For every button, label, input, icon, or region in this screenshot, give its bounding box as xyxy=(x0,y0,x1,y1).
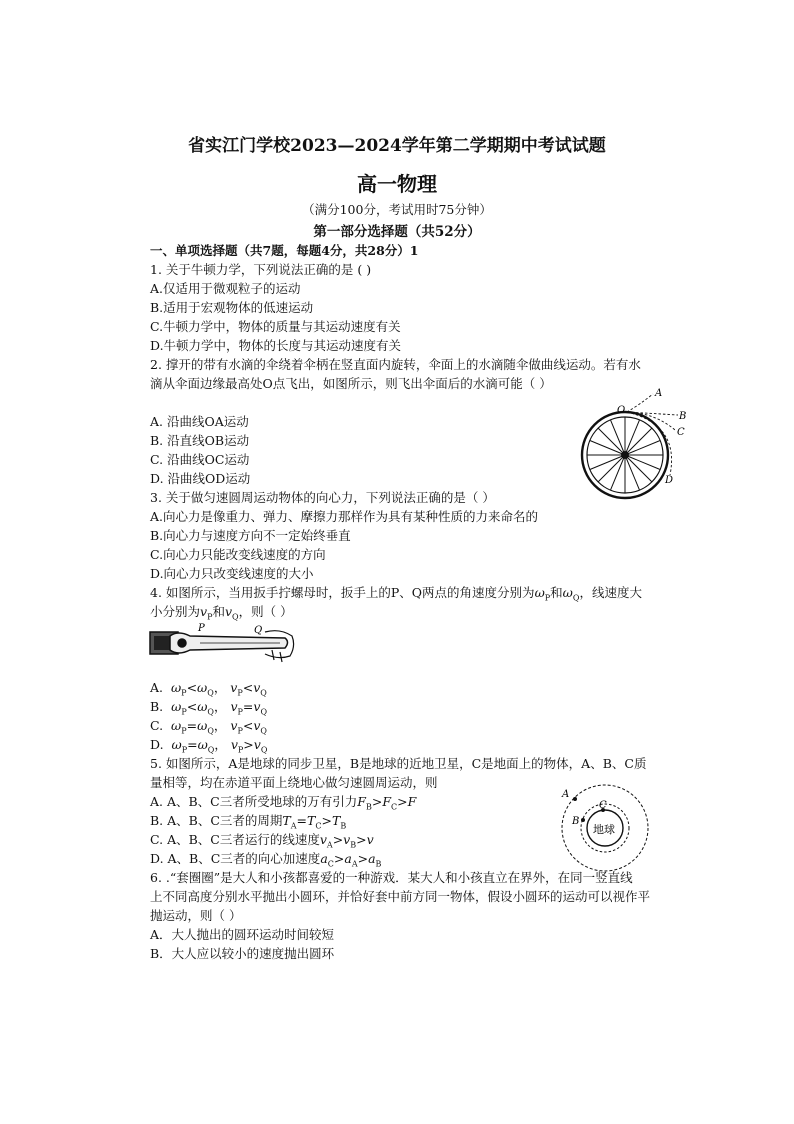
subject-title: 高一物理 xyxy=(357,172,437,196)
earth-label: 地球 xyxy=(593,823,615,836)
q3-option-d: D.向心力只改变线速度的大小 xyxy=(150,566,314,581)
q4-stem-line2: 小分别为$v_P$和$v_Q$，则（ ） xyxy=(150,604,293,622)
label-q: Q xyxy=(254,625,263,636)
umbrella-wheel xyxy=(582,412,668,498)
label-o: O xyxy=(617,405,626,416)
label-c: C xyxy=(677,427,685,438)
q4-option-c: C. $\omega_P=\omega_Q$， $v_P<v_Q$ xyxy=(150,718,267,736)
label-b: B xyxy=(679,411,687,422)
q3-stem: 3. 关于做匀速圆周运动物体的向心力，下列说法正确的是（ ） xyxy=(150,490,495,505)
q1-option-c: C.牛顿力学中，物体的质量与其运动速度有关 xyxy=(150,319,401,334)
q6-stem-line3: 抛运动，则（ ） xyxy=(150,908,242,923)
q2-option-d: D. 沿曲线OD运动 xyxy=(150,471,251,486)
q6-stem-line1: 6. .“套圈圈”是大人和小孩都喜爱的一种游戏．某大人和小孩直立在界外，在同一竖直线 xyxy=(150,870,633,885)
q1-option-b: B.适用于宏观物体的低速运动 xyxy=(150,300,314,315)
label-b: B xyxy=(572,816,580,827)
label-a: A xyxy=(655,388,663,399)
exam-title: 省实江门学校2023—2024学年第二学期期中考试试题 xyxy=(188,136,606,156)
q3-option-b: B.向心力与速度方向不一定始终垂直 xyxy=(150,528,351,543)
q2-stem-line1: 2. 撑开的带有水滴的伞绕着伞柄在竖直面内旋转，伞面上的水滴随伞做曲线运动。若有水 xyxy=(150,357,641,372)
q3-option-c: C.向心力只能改变线速度的方向 xyxy=(150,547,326,562)
q1-stem: 1. 关于牛顿力学，下列说法正确的是 ( ) xyxy=(150,262,372,277)
q5-option-b: B. A、B、C三者的周期$T_A=T_C>T_B$ xyxy=(150,813,347,831)
q2-stem-line2: 滴从伞面边缘最高处O点飞出，如图所示，则飞出伞面后的水滴可能（ ） xyxy=(150,376,552,391)
q1-option-d: D.牛顿力学中，物体的长度与其运动速度有关 xyxy=(150,338,402,353)
q5-stem-line2: 量相等，均在赤道平面上绕地心做匀速圆周运动，则 xyxy=(150,775,438,790)
q4-option-b: B. $\omega_P<\omega_Q$， $v_P=v_Q$ xyxy=(150,699,268,717)
q1-option-a: A.仅适用于微观粒子的运动 xyxy=(150,281,301,296)
q6-option-b: B．大人应以较小的速度抛出圆环 xyxy=(150,946,335,961)
exam-note: （满分100分，考试用时75分钟） xyxy=(302,202,492,217)
q5-option-c: C. A、B、C三者运行的线速度$v_A>v_B>v$ xyxy=(150,832,374,850)
q2-option-c: C. 沿曲线OC运动 xyxy=(150,452,250,467)
umbrella-diagram xyxy=(575,385,690,503)
q2-option-b: B. 沿直线OB运动 xyxy=(150,433,250,448)
q6-option-a: A．大人抛出的圆环运动时间较短 xyxy=(150,927,335,942)
q2-option-a: A. 沿曲线OA运动 xyxy=(150,414,249,429)
q4-option-d: D. $\omega_P=\omega_Q$， $v_P>v_Q$ xyxy=(150,737,268,755)
wrench-body xyxy=(170,633,288,653)
q3-option-a: A.向心力是像重力、弹力、摩擦力那样作为具有某种性质的力来命名的 xyxy=(150,509,539,524)
label-a: A xyxy=(562,789,570,800)
q6-stem-line2: 上不同高度分别水平抛出小圆环，并恰好套中前方同一物体，假设小圆环的运动可以视作平 xyxy=(150,889,651,904)
section-heading: 一、单项选择题（共7题，每题4分，共28分）1 xyxy=(150,243,419,258)
trajectory-oa xyxy=(627,394,653,412)
part-title: 第一部分选择题（共52分） xyxy=(313,224,481,240)
q5-stem-line1: 5. 如图所示，A是地球的同步卫星，B是地球的近地卫星，C是地面上的物体，A、B、C质 xyxy=(150,756,647,771)
satellite-b xyxy=(581,818,585,822)
label-d: D xyxy=(665,475,674,486)
q5-option-a: A. A、B、C三者所受地球的万有引力$F_B>F_C>F$ xyxy=(150,794,417,812)
label-p: P xyxy=(198,623,205,634)
satellite-a xyxy=(573,797,577,801)
trajectory-lines xyxy=(627,394,678,475)
label-c: C xyxy=(599,800,607,811)
q4-option-a: A. $\omega_P<\omega_Q$， $v_P<v_Q$ xyxy=(150,680,267,698)
q4-stem-line1: 4. 如图所示，当用扳手拧螺母时，扳手上的P、Q两点的角速度分别为$\omega_P$和$\omega_Q$，线速度大 xyxy=(150,585,642,603)
orbit-diagram xyxy=(555,782,655,874)
q5-option-d: D. A、B、C三者的向心加速度$a_C>a_A>a_B$ xyxy=(150,851,382,869)
wrench-diagram xyxy=(140,620,300,670)
